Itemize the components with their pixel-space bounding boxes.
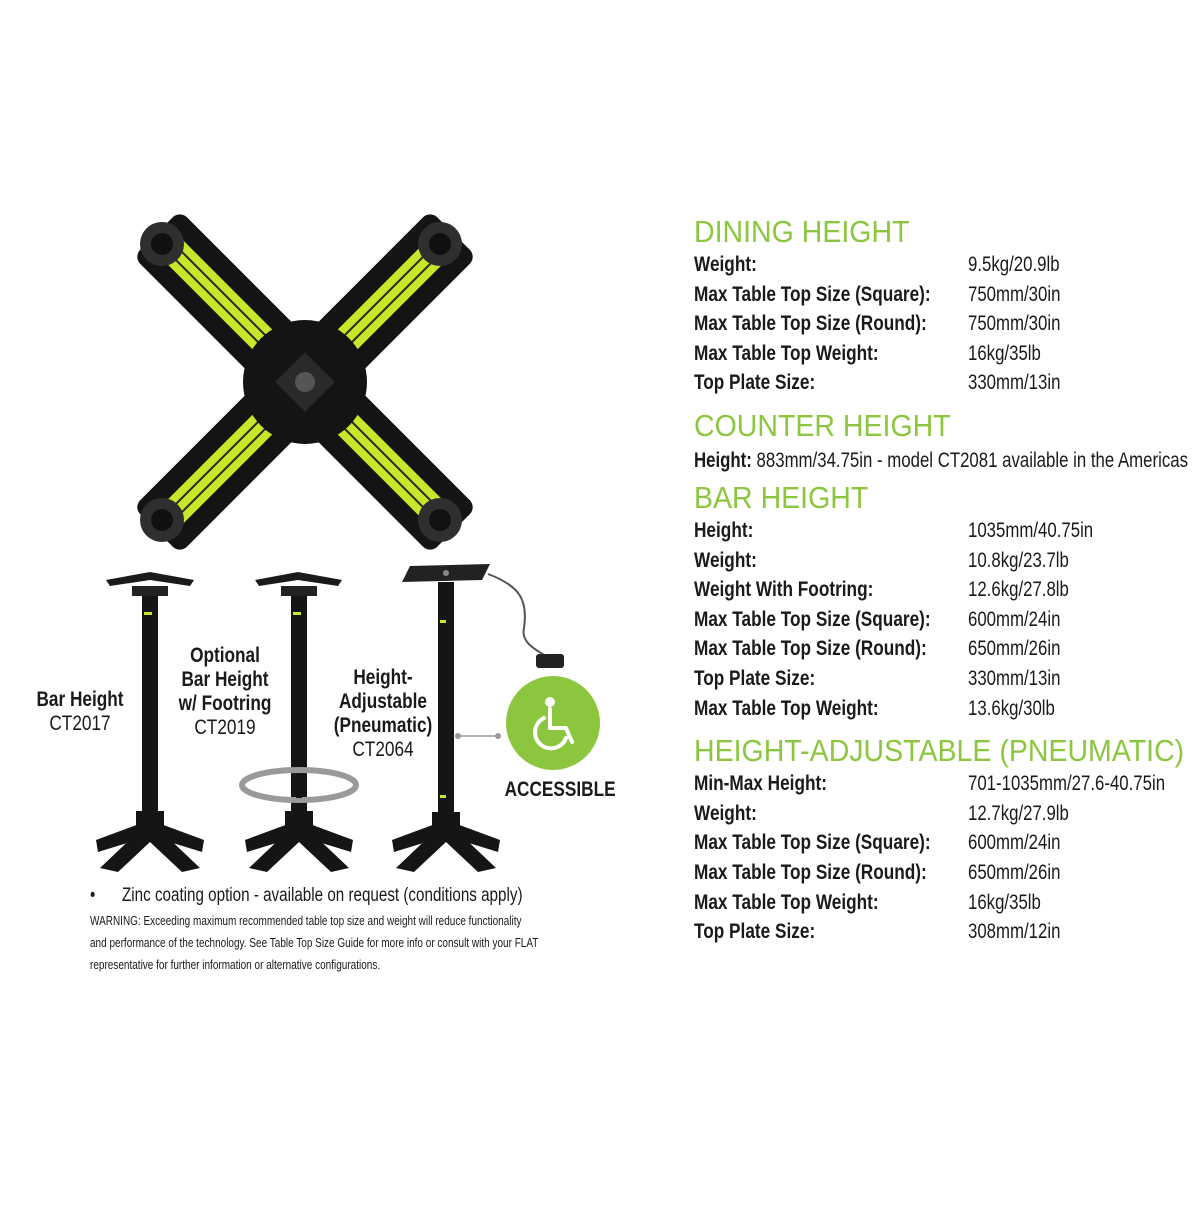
spec-row: Max Table Top Size (Round): 750mm/30in — [694, 312, 1061, 336]
wheelchair-icon — [506, 676, 600, 770]
accessible-label: ACCESSIBLE — [504, 778, 616, 801]
counter-height-title: COUNTER HEIGHT — [694, 407, 951, 443]
dining-spec-list — [694, 250, 1194, 398]
spec-row: Height: 1035mm/40.75in — [694, 518, 1094, 542]
spec-row: Weight: 12.7kg/27.9lb — [694, 801, 1069, 825]
bar-spec-list — [694, 516, 1194, 723]
spec-row: Max Table Top Weight: 16kg/35lb — [694, 890, 1041, 914]
pneumatic-spec-list — [694, 769, 1194, 947]
dining-height-title: DINING HEIGHT — [694, 214, 910, 249]
zinc-note: • Zinc coating option - available on request (conditions apply) — [90, 885, 523, 906]
spec-row: Weight: 10.8kg/23.7lb — [694, 548, 1069, 572]
x-base-underside-image — [133, 210, 477, 554]
spec-row: Max Table Top Size (Round): 650mm/26in — [694, 637, 1061, 661]
spec-row: Top Plate Size: 330mm/13in — [694, 371, 1061, 395]
spec-row: Min-Max Height: 701-1035mm/27.6-40.75in — [694, 772, 1166, 796]
spec-row: Max Table Top Weight: 16kg/35lb — [694, 341, 1041, 365]
counter-height-line: Height: 883mm/34.75in - model CT2081 available in the Americas — [694, 448, 1188, 472]
bar-height-title: BAR HEIGHT — [694, 479, 869, 515]
pneumatic-title: HEIGHT-ADJUSTABLE (PNEUMATIC) — [694, 733, 1185, 769]
notes — [90, 884, 610, 976]
spec-row: Max Table Top Weight: 13.6kg/30lb — [694, 696, 1055, 720]
spec-row: Max Table Top Size (Square): 750mm/30in — [694, 282, 1061, 306]
spec-row: Weight: 9.5kg/20.9lb — [694, 253, 1060, 276]
spec-row: Weight With Footring: 12.6kg/27.8lb — [694, 578, 1069, 602]
footring-label: Optional Bar Height w/ Footring CT2019 — [178, 644, 272, 739]
spec-row: Max Table Top Size (Square): 600mm/24in — [694, 831, 1061, 855]
spec-row: Top Plate Size: 308mm/12in — [694, 920, 1061, 944]
warning-text: WARNING: Exceeding maximum recommended table top size and weight will reduce functionality and performance of the technology. See Table Top Size Guide for more info or consult with your FLAT representative for further information or alternative configurations. — [90, 914, 539, 972]
spec-row: Max Table Top Size (Square): 600mm/24in — [694, 607, 1061, 631]
pneumatic-label: Height- Adjustable (Pneumatic) CT2064 — [333, 666, 433, 761]
bar-height-label: Bar Height CT2017 — [36, 688, 124, 735]
spec-panel — [694, 214, 1194, 947]
spec-row: Top Plate Size: 330mm/13in — [694, 666, 1061, 690]
spec-row: Max Table Top Size (Round): 650mm/26in — [694, 860, 1061, 884]
